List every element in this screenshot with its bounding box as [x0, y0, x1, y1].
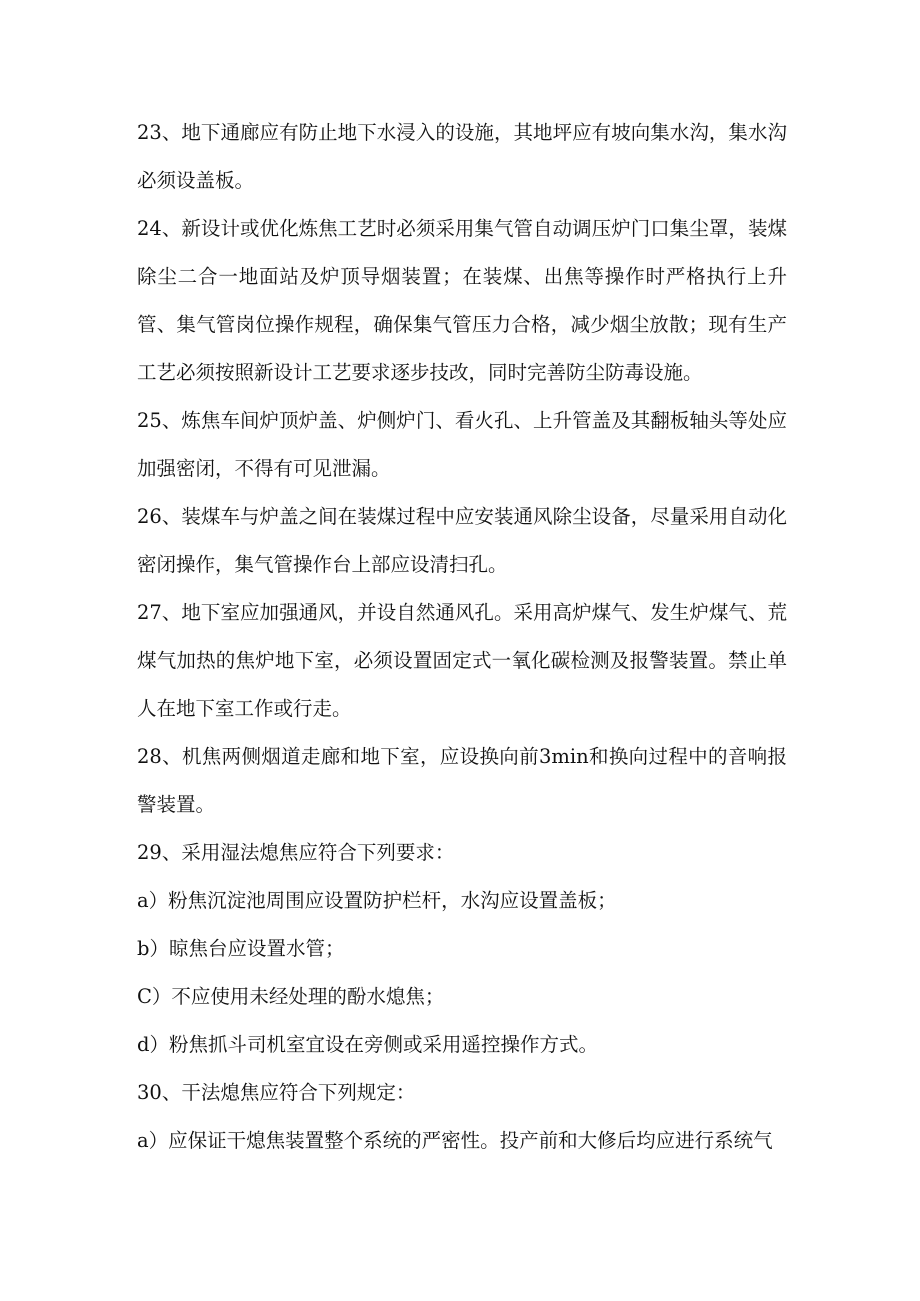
list-item-29d: d）粉焦抓斗司机室宜设在旁侧或采用遥控操作方式。 — [137, 1033, 598, 1056]
list-item-29c: C）不应使用未经处理的酚水熄焦； — [137, 985, 445, 1008]
list-item-30a: a）应保证干熄焦装置整个系统的严密性。投产前和大修后均应进行系统气 — [137, 1129, 773, 1152]
paragraph-27: 27、地下室应加强通风，并设自然通风孔。采用高炉煤气、发生炉煤气、荒煤气加热的焦炉地下室，必须设置固定式一氧化碳检测及报警装置。禁止单人在地下室工作或行走。 — [137, 601, 787, 720]
paragraph-30: 30、干法熄焦应符合下列规定： — [137, 1081, 416, 1104]
paragraph-28: 28、机焦两侧烟道走廊和地下室，应设换向前3min和换向过程中的音响报警装置。 — [137, 745, 787, 816]
document-body — [137, 109, 787, 1165]
paragraph-25: 25、炼焦车间炉顶炉盖、炉侧炉门、看火孔、上升管盖及其翻板轴头等处应加强密闭，不得有可见泄漏。 — [137, 409, 787, 480]
paragraph-26: 26、装煤车与炉盖之间在装煤过程中应安装通风除尘设备，尽量采用自动化密闭操作，集气管操作台上部应设清扫孔。 — [137, 505, 787, 576]
list-item-29a: a）粉焦沉淀池周围应设置防护栏杆，水沟应设置盖板； — [137, 889, 617, 912]
paragraph-29: 29、采用湿法熄焦应符合下列要求： — [137, 841, 455, 864]
paragraph-23: 23、地下通廊应有防止地下水浸入的设施，其地坪应有坡向集水沟，集水沟必须设盖板。 — [137, 121, 787, 192]
list-item-29b: b）晾焦台应设置水管； — [137, 937, 345, 960]
paragraph-24: 24、新设计或优化炼焦工艺时必须采用集气管自动调压炉门口集尘罩，装煤除尘二合一地面站及炉顶导烟装置；在装煤、出焦等操作时严格执行上升管、集气管岗位操作规程，确保集气管压力合格，减少烟尘放散；现有生产工艺必须按照新设计工艺要求逐步技改，同时完善防尘防毒设施。 — [137, 217, 787, 384]
